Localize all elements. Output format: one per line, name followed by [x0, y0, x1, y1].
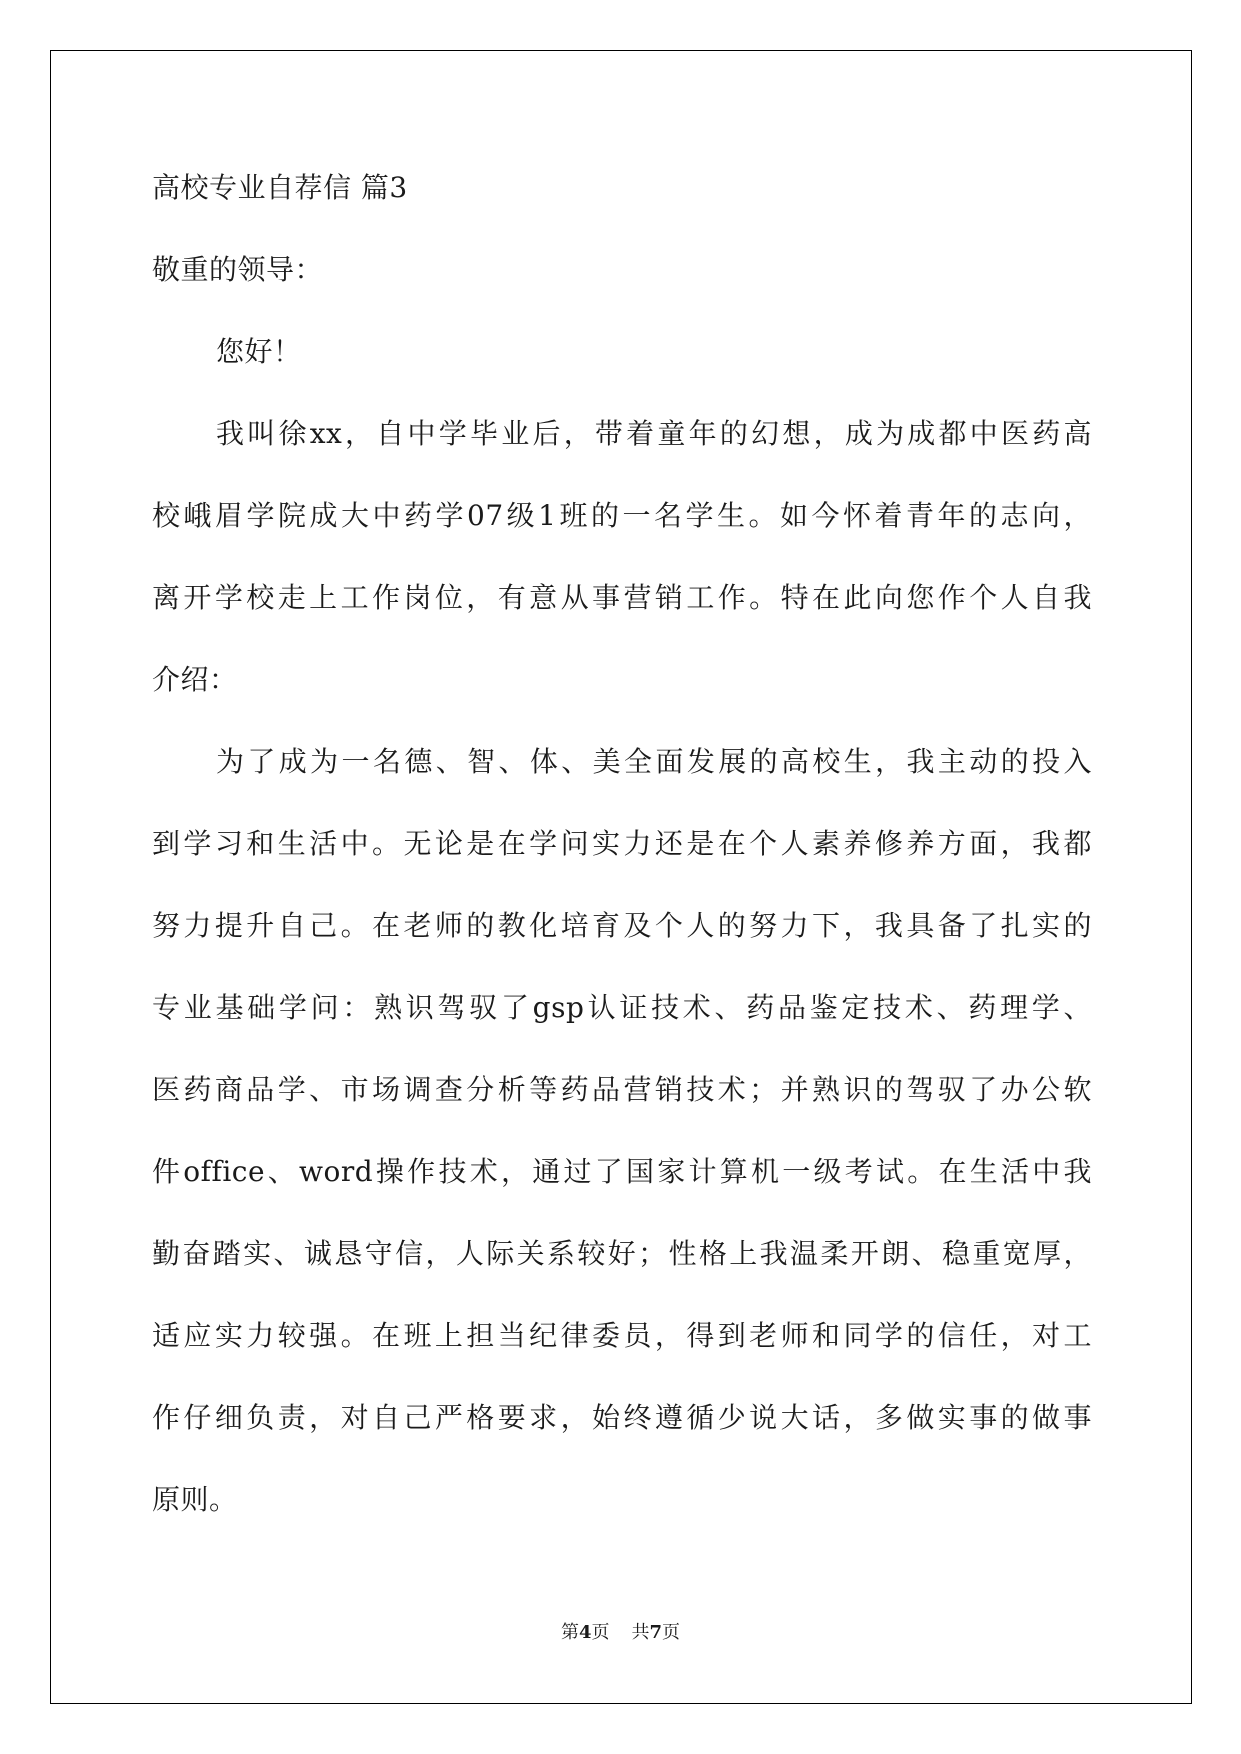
paragraph-line: 专业基础学问：熟识驾驭了gsp认证技术、药品鉴定技术、药理学、: [152, 991, 1092, 1024]
document-body: [152, 168, 1092, 1562]
paragraph-line: 勤奋踏实、诚恳守信，人际关系较好；性格上我温柔开朗、稳重宽厚，: [152, 1237, 1092, 1270]
paragraph-line: 校峨眉学院成大中药学07级1班的一名学生。如今怀着青年的志向，: [152, 499, 1092, 532]
greeting: 您好！: [216, 335, 302, 368]
document-title: 高校专业自荐信 篇3: [152, 171, 408, 204]
total-suffix: 页: [662, 1622, 681, 1643]
current-page: 4: [578, 1622, 592, 1643]
paragraph-line: 医药商品学、市场调查分析等药品营销技术；并熟识的驾驭了办公软: [152, 1073, 1092, 1106]
total-prefix: 共: [631, 1622, 650, 1643]
paragraph-line: 介绍：: [152, 663, 238, 696]
paragraph-line: 为了成为一名德、智、体、美全面发展的高校生，我主动的投入: [216, 745, 1092, 778]
paragraph-line: 我叫徐xx，自中学毕业后，带着童年的幻想，成为成都中医药高: [216, 417, 1092, 450]
paragraph-line: 离开学校走上工作岗位，有意从事营销工作。特在此向您作个人自我: [152, 581, 1092, 614]
paragraph-line: 到学习和生活中。无论是在学问实力还是在个人素养修养方面，我都: [152, 827, 1092, 860]
salutation: 敬重的领导：: [152, 253, 324, 286]
page-total: [632, 1622, 681, 1643]
total-pages: 7: [649, 1622, 663, 1643]
paragraph-line: 努力提升自己。在老师的教化培育及个人的努力下，我具备了扎实的: [152, 909, 1092, 942]
paragraph-line: 原则。: [152, 1483, 238, 1516]
paragraph-2: [152, 742, 1092, 1562]
paragraph-line: 件office、word操作技术，通过了国家计算机一级考试。在生活中我: [152, 1155, 1092, 1188]
paragraph-1: [152, 414, 1092, 742]
page-number: [561, 1622, 610, 1643]
paragraph-line: 适应实力较强。在班上担当纪律委员，得到老师和同学的信任，对工: [152, 1319, 1092, 1352]
page-footer: [0, 1618, 1241, 1644]
page-suffix: 页: [591, 1622, 610, 1643]
paragraph-line: 作仔细负责，对自己严格要求，始终遵循少说大话，多做实事的做事: [152, 1401, 1092, 1434]
page-prefix: 第: [560, 1622, 579, 1643]
